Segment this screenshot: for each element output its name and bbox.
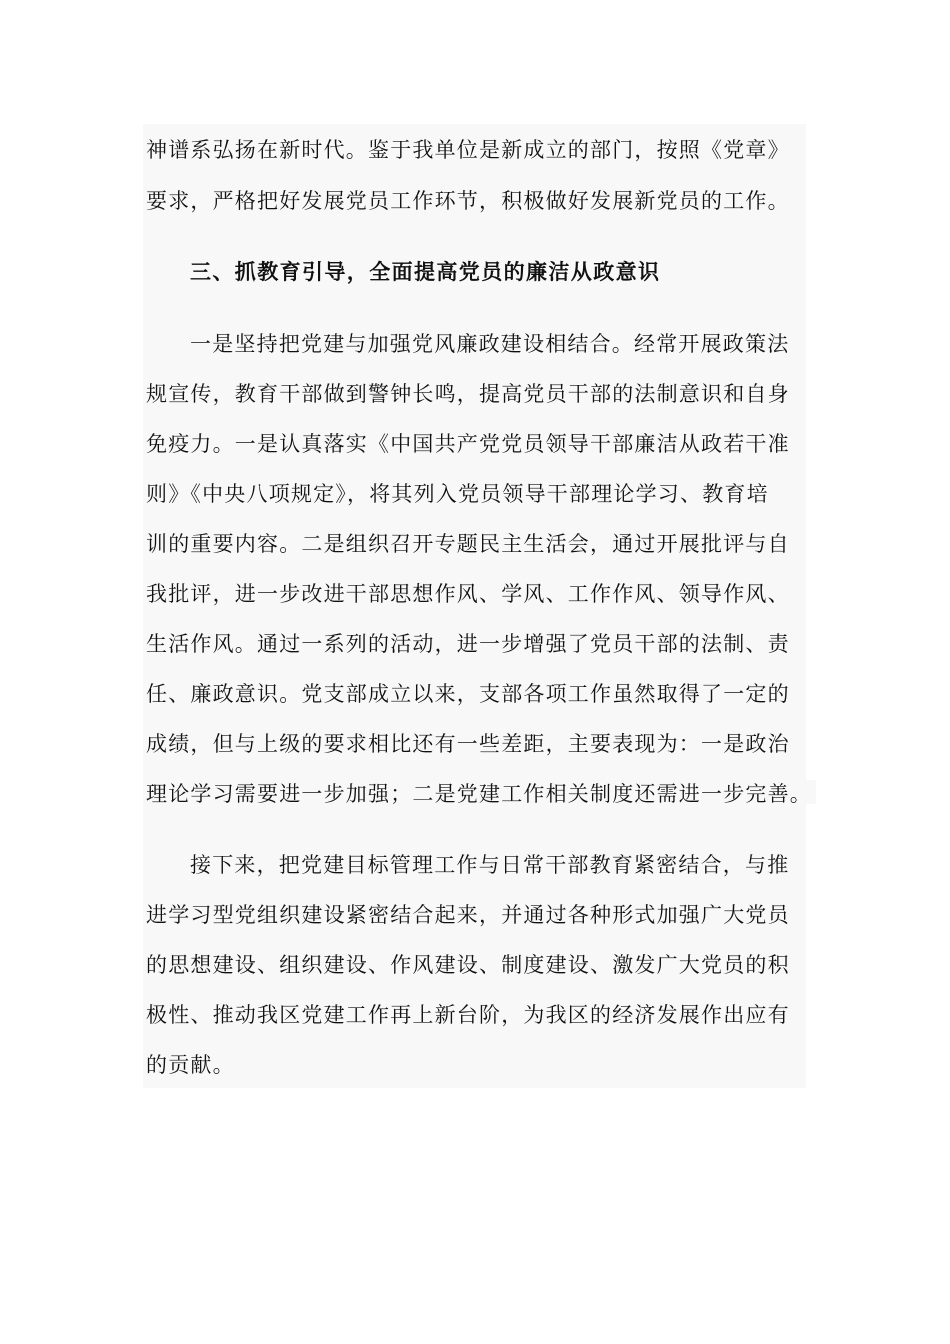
paragraph-line: 免疫力。一是认真落实《中国共产党党员领导干部廉洁从政若干准 (146, 432, 790, 456)
paragraph-line: 的贡献。 (146, 1053, 235, 1077)
paragraph-line: 接下来，把党建目标管理工作与日常干部教育紧密结合，与推 (190, 853, 790, 877)
section-heading: 三、抓教育引导，全面提高党员的廉洁从政意识 (190, 259, 661, 284)
paragraph-line: 我批评，进一步改进干部思想作风、学风、工作作风、领导作风、 (146, 582, 790, 606)
paragraph-line: 一是坚持把党建与加强党风廉政建设相结合。经常开展政策法 (190, 332, 790, 356)
paragraph-line: 极性、推动我区党建工作再上新台阶，为我区的经济发展作出应有 (146, 1003, 790, 1027)
paragraph-line: 生活作风。通过一系列的活动，进一步增强了党员干部的法制、责 (146, 632, 790, 656)
paragraph-line: 要求，严格把好发展党员工作环节，积极做好发展新党员的工作。 (146, 189, 790, 213)
paragraph-line: 的思想建设、组织建设、作风建设、制度建设、激发广大党员的积 (146, 953, 790, 977)
paragraph-line: 理论学习需要进一步加强；二是党建工作相关制度还需进一步完善。 (146, 782, 812, 806)
paragraph-line: 神谱系弘扬在新时代。鉴于我单位是新成立的部门，按照《党章》 (146, 138, 790, 162)
paragraph-line: 成绩，但与上级的要求相比还有一些差距，主要表现为：一是政治 (146, 732, 790, 756)
paragraph-line: 训的重要内容。二是组织召开专题民主生活会，通过开展批评与自 (146, 532, 790, 556)
paragraph-line: 进学习型党组织建设紧密结合起来，并通过各种形式加强广大党员 (146, 903, 790, 927)
paragraph-line: 任、廉政意识。党支部成立以来，支部各项工作虽然取得了一定的 (146, 682, 790, 706)
paragraph-line: 规宣传，教育干部做到警钟长鸣，提高党员干部的法制意识和自身 (146, 382, 790, 406)
paragraph-line: 则》《中央八项规定》，将其列入党员领导干部理论学习、教育培 (146, 482, 769, 506)
